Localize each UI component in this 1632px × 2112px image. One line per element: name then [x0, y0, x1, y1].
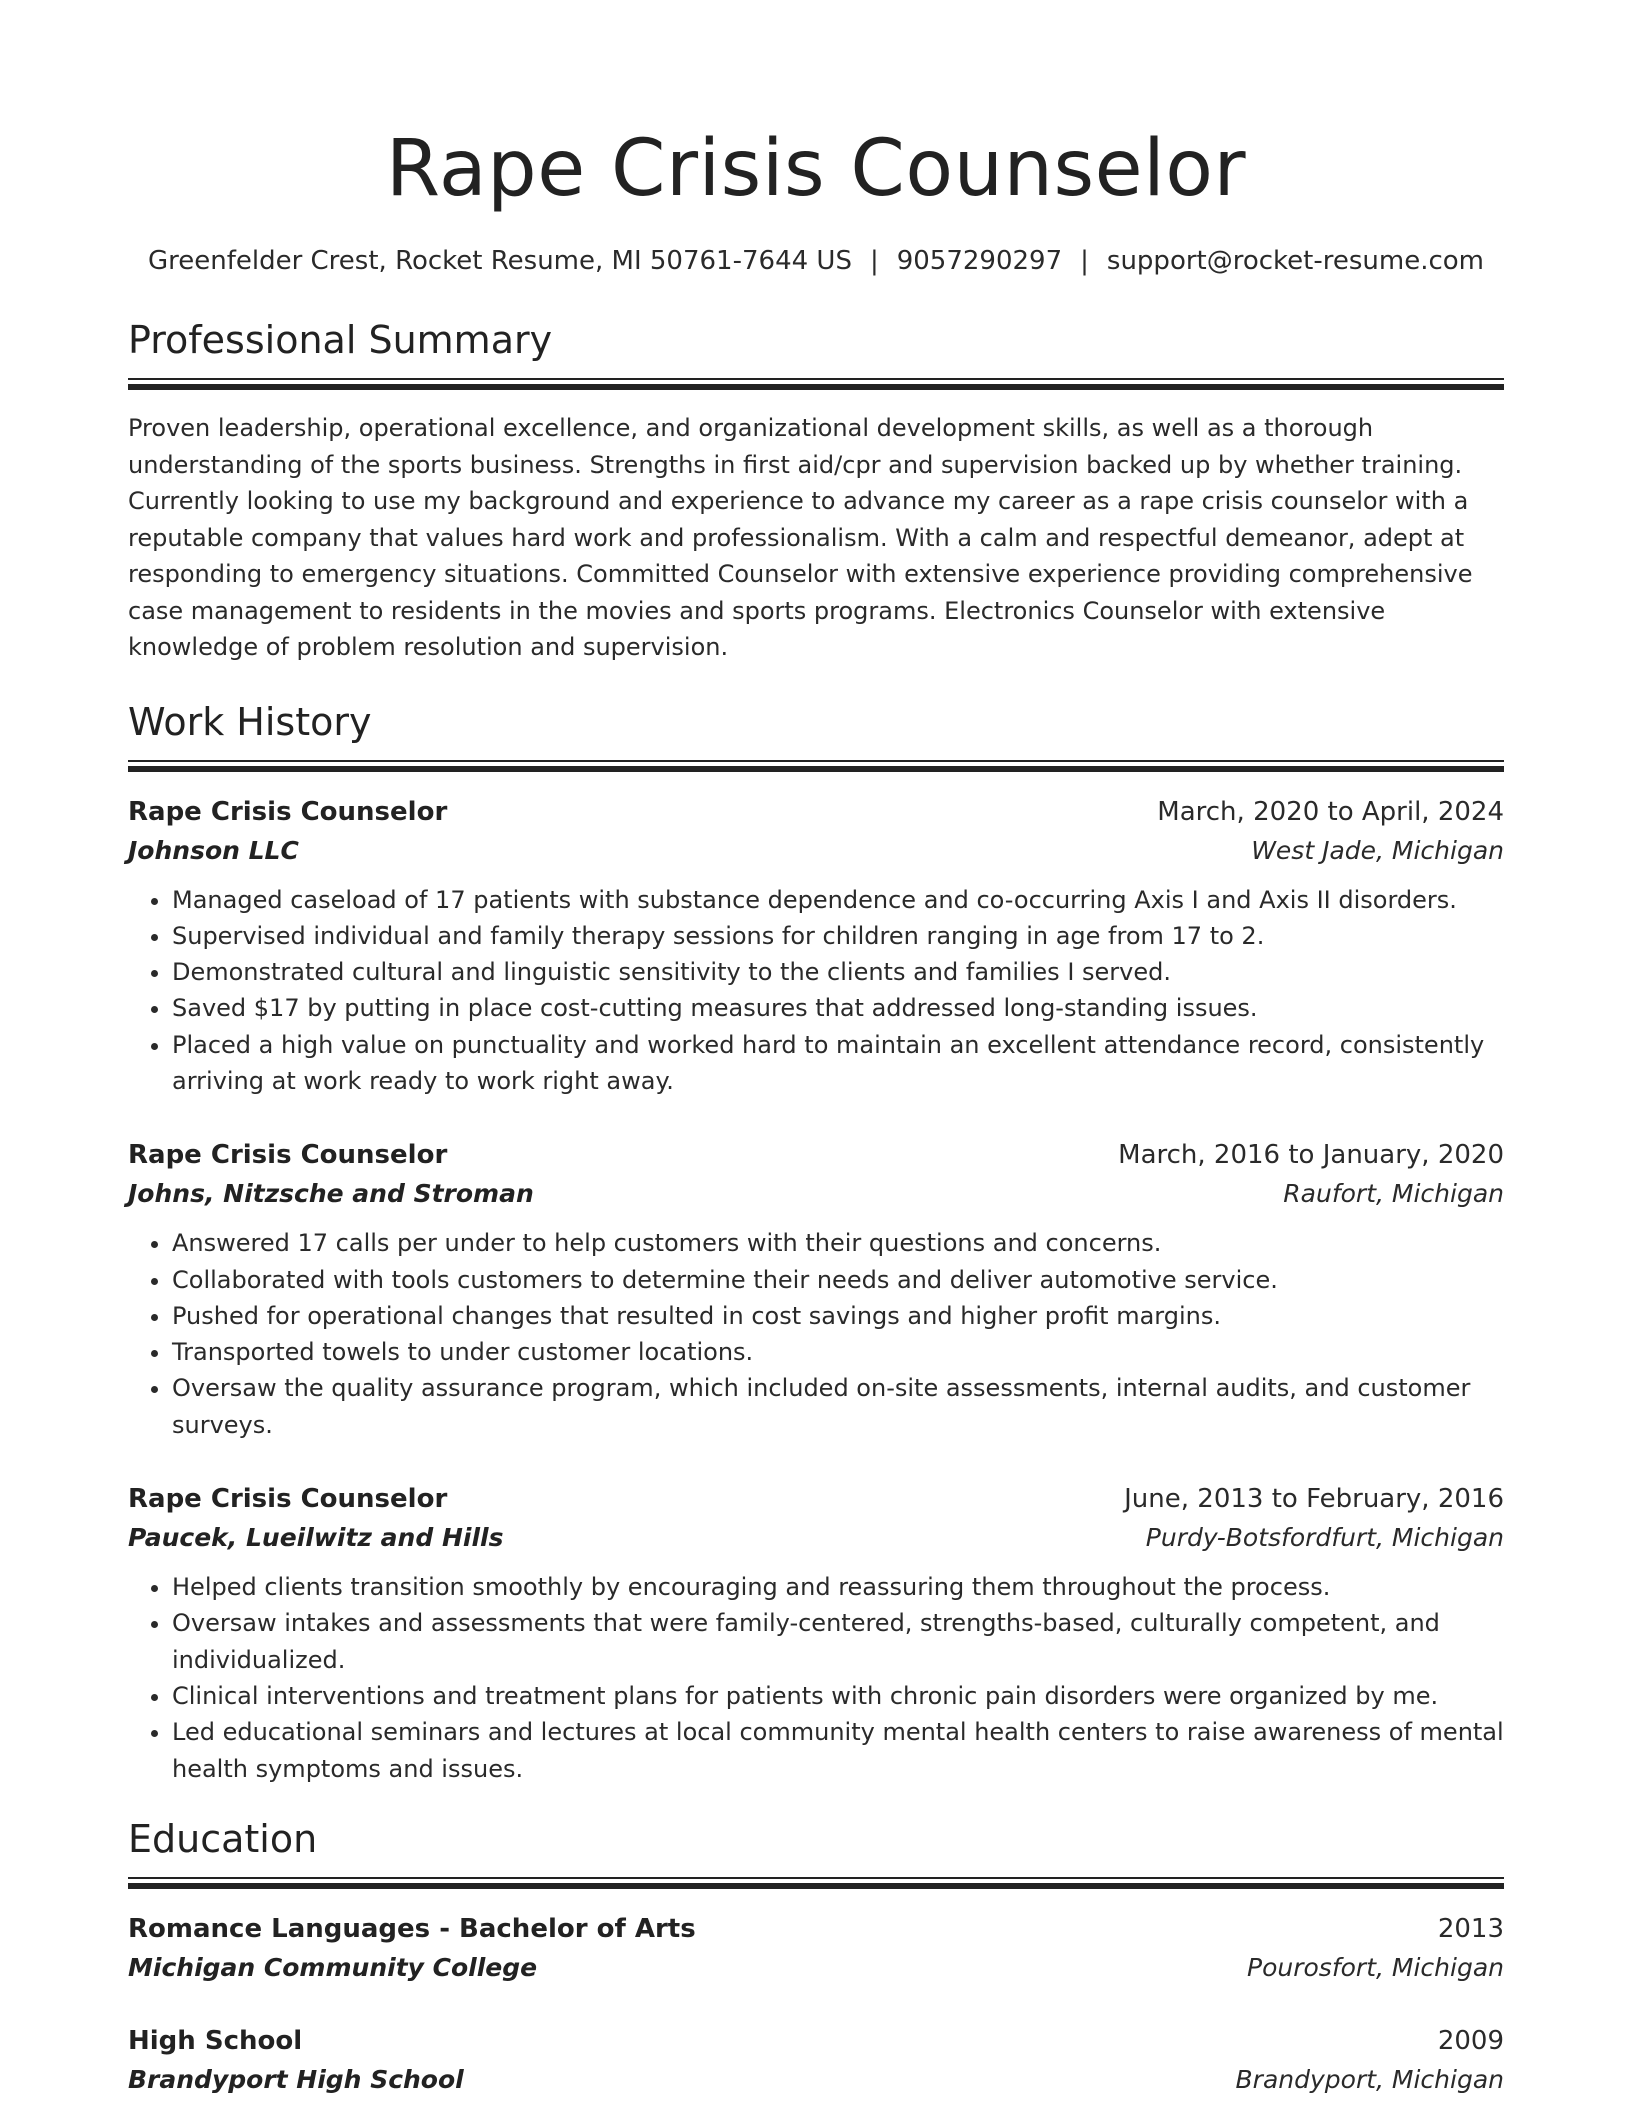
job-bullet: • Managed caseload of 17 patients with substance dependence and co-occurring Axis I and Axis II disorders.: [172, 882, 1504, 918]
education-location: Pourosfort, Michigan: [1247, 1952, 1504, 1982]
section-divider: [128, 378, 1504, 390]
contact-line: [128, 244, 1504, 278]
job-bullet: • Demonstrated cultural and linguistic sensitivity to the clients and families I served.: [172, 954, 1504, 990]
contact-address: Greenfelder Crest, Rocket Resume, MI 50761-7644 US: [147, 246, 852, 276]
job-company: Paucek, Lueilwitz and Hills: [128, 1523, 504, 1553]
section-title-work-history: Work History: [128, 699, 372, 744]
contact-phone: 9057290297: [896, 246, 1063, 276]
job-bullet: • Transported towels to under customer locations.: [172, 1334, 1504, 1370]
summary-section: [128, 316, 1504, 666]
job-entry: [128, 792, 1504, 1100]
education-degree: High School: [128, 2025, 303, 2056]
job-bullet: • Led educational seminars and lectures at local community mental health centers to raise awareness of mental health symptoms and issues.: [172, 1714, 1504, 1787]
job-bullet: • Clinical interventions and treatment plans for patients with chronic pain disorders were organized by me.: [172, 1678, 1504, 1714]
section-title-education: Education: [128, 1816, 318, 1861]
job-entry: [128, 1135, 1504, 1443]
section-divider: [128, 1877, 1504, 1889]
job-dates: March, 2020 to April, 2024: [1157, 796, 1504, 827]
job-title: Rape Crisis Counselor: [128, 1140, 448, 1171]
job-entry: [128, 1479, 1504, 1787]
job-bullet: • Placed a high value on punctuality and worked hard to maintain an excellent attendance record, consistently arriving at work ready to work right away.: [172, 1027, 1504, 1100]
job-bullet: • Answered 17 calls per under to help customers with their questions and concerns.: [172, 1225, 1504, 1261]
job-bullet: • Oversaw intakes and assessments that were family-centered, strengths-based, culturally competent, and individualized.: [172, 1605, 1504, 1678]
job-title: Rape Crisis Counselor: [128, 1484, 448, 1515]
job-bullets: [128, 882, 1504, 1100]
education-school: Brandyport High School: [128, 2064, 464, 2094]
job-location: Raufort, Michigan: [1283, 1179, 1504, 1209]
job-bullets: [128, 1225, 1504, 1443]
resume-name: Rape Crisis Counselor: [385, 124, 1247, 214]
job-bullet: • Pushed for operational changes that resulted in cost savings and higher profit margins.: [172, 1298, 1504, 1334]
job-bullet: • Supervised individual and family therapy sessions for children ranging in age from 17 to 2.: [172, 918, 1504, 954]
job-company: Johns, Nitzsche and Stroman: [128, 1179, 534, 1209]
job-location: Purdy-Botsfordfurt, Michigan: [1145, 1523, 1504, 1553]
education-section: [128, 1815, 1504, 2099]
summary-text: Proven leadership, operational excellence, and organizational development skills, as well as a thorough understanding of the sports business. Strengths in first aid/cpr and supervision backed up by whether training. Currently looking to use my background and experience to advance my career as a rape crisis counselor with a reputable company that values hard work and professionalism. With a calm and respectful demeanor, adept at responding to emergency situations. Committed Counselor with extensive experience providing comprehensive case management to residents in the movies and sports programs. Electronics Counselor with extensive knowledge of problem resolution and supervision.: [128, 414, 1473, 661]
education-school: Michigan Community College: [128, 1952, 538, 1982]
section-title-summary: Professional Summary: [128, 318, 553, 362]
education-degree: Romance Languages - Bachelor of Arts: [128, 1913, 696, 1944]
education-year: 2009: [1437, 2025, 1504, 2056]
job-bullet: • Saved $17 by putting in place cost-cutting measures that addressed long-standing issues.: [172, 990, 1504, 1026]
education-entry: [128, 2021, 1504, 2099]
job-company: Johnson LLC: [128, 835, 299, 865]
job-bullet: • Oversaw the quality assurance program, which included on-site assessments, internal audits, and customer surveys.: [172, 1370, 1504, 1443]
job-dates: June, 2013 to February, 2016: [1124, 1484, 1504, 1515]
job-title: Rape Crisis Counselor: [128, 796, 448, 827]
education-year: 2013: [1437, 1913, 1504, 1944]
job-bullet: • Collaborated with tools customers to determine their needs and deliver automotive service.: [172, 1262, 1504, 1298]
job-bullet: • Helped clients transition smoothly by encouraging and reassuring them throughout the process.: [172, 1569, 1504, 1605]
work-history-section: [128, 698, 1504, 1787]
education-location: Brandyport, Michigan: [1235, 2064, 1504, 2094]
contact-email: support@rocket-resume.com: [1106, 246, 1485, 276]
education-entry: [128, 1909, 1504, 1987]
contact-separator: |: [1080, 246, 1089, 276]
job-location: West Jade, Michigan: [1251, 835, 1504, 865]
job-bullets: [128, 1569, 1504, 1787]
contact-separator: |: [869, 246, 879, 276]
job-dates: March, 2016 to January, 2020: [1118, 1140, 1504, 1171]
section-divider: [128, 760, 1504, 772]
